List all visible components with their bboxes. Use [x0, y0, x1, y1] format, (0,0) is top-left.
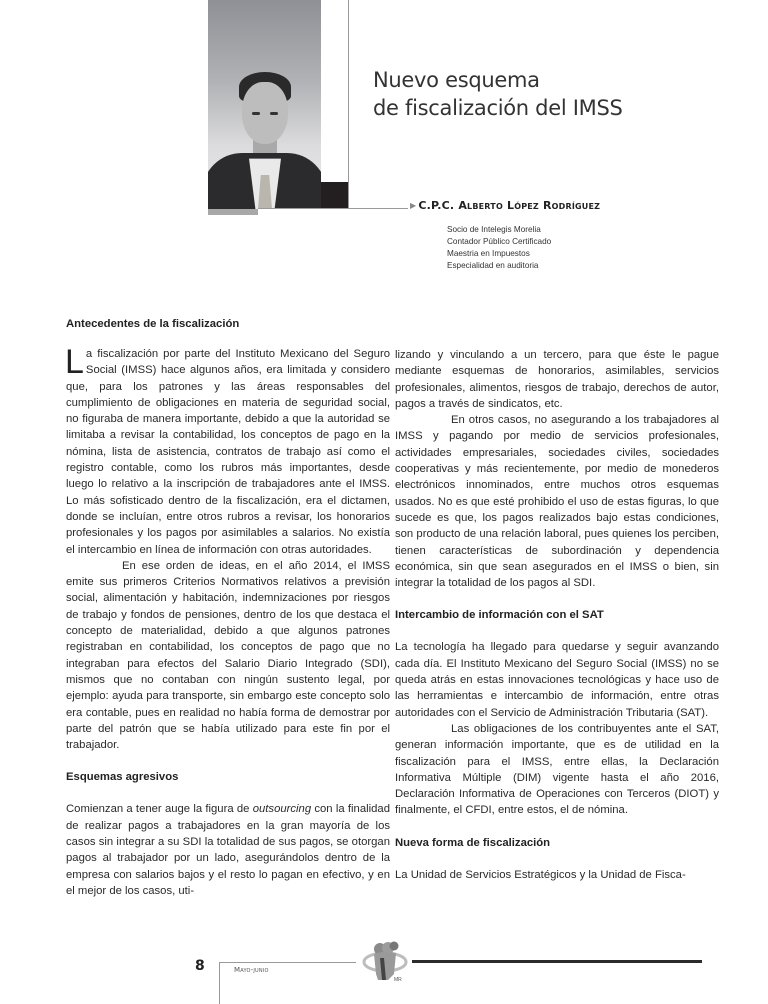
- author-prefix: C.P.C.: [418, 199, 455, 212]
- author-credentials: [447, 224, 551, 272]
- section-heading-esquemas: Esquemas agresivos: [66, 771, 179, 784]
- credential-line: Maestria en Impuestos: [447, 249, 530, 258]
- article-title: [373, 66, 623, 122]
- photo-eye: [252, 112, 260, 115]
- logo-mark-label: MR: [394, 977, 402, 983]
- credential-line: Socio de Intelegis Morelia: [447, 225, 541, 234]
- paragraph: Las obligaciones de los contribuyentes ante el SAT, generan información importante, que es de utilidad en la fiscalización para el IMSS, entre ellas, la Declaración Informativa Múltiple (DIM) vigente hasta el año 2016, Declaración Informativa de Operaciones con Terceros (DIOT) y finalmente, el CFDI, entre estos, el de nómina.: [395, 722, 719, 817]
- paragraph: [65, 343, 390, 558]
- right-column: [395, 347, 719, 883]
- paragraph: En otros casos, no asegurando a los trabajadores al IMSS y pagando por medio de servicios profesionales, actividades empresariales, sociedades civiles, sociedades cooperativas y más recientemente, por medio de monederos electrónicos innominados, entre muchos otros esquemas usados. No es que esté prohibido el uso de estas figuras, lo que sucede es que, los pagos realizados bajo estas condiciones, son producto de una relación laboral, pues quienes los perciben, tienen características de subordinación y dependencia económica, sin que sean asegurados en el IMSS o bien, sin integrar la totalidad de los pagos al SDI.: [395, 414, 719, 590]
- photo-accent-bar: [208, 209, 258, 215]
- credential-line: Contador Público Certificado: [447, 237, 552, 246]
- paragraph-text: a fiscalización por parte del Instituto Mexicano del Seguro Social (IMSS) hace algunos años, era limitada y considero que, para los patrones y las áreas responsables del cumplimiento de obligaciones en materia de seguridad social, no figuraba de manera importante, debido a que la autoridad se limitaba a revisar la contabilidad, los conceptos de pago en la nómina, lista de asistencia, contratos de trabajo así como el registro contable, como los rubros más importantes, desde luego lo relativo a la inscripción de trabajadores ante el IMSS. Lo más sofisticado dentro de la fiscalización, era el dictamen, donde se incluían, entre otros rubros a revisar, los honorarios profesionales y los pagos por asimilables a salarios. No existía el intercambio en línea de información con otras autoridades.: [66, 348, 390, 556]
- title-line-2: de fiscalización del IMSS: [373, 96, 623, 120]
- paragraph-text: con la finalidad de realizar pagos a trabajadores en la gran mayoría de los casos sin integrar a su SDI la totalidad de sus pagos, se otorgan pagos al trabajador por un lado, asegurándolos dentro de la empresa con salarios bajos y el resto lo pagan en efectivo, y en el mejor de los casos, uti-: [66, 803, 390, 897]
- photo-eye: [270, 112, 278, 115]
- paragraph: La Unidad de Servicios Estratégicos y la Unidad de Fisca-: [395, 868, 686, 881]
- header-horizontal-rule: [258, 208, 408, 209]
- paragraph: [66, 801, 390, 899]
- footer-vertical-rule: [219, 962, 220, 1004]
- people-group-logo-icon: [360, 940, 410, 985]
- section-heading-antecedentes: Antecedentes de la fiscalización: [66, 318, 240, 330]
- drop-cap: L: [65, 343, 84, 381]
- footer-rule-right: [412, 960, 702, 963]
- paragraph-text: Comienzan a tener auge la figura de: [66, 803, 253, 816]
- issue-label: Mayo-junio: [234, 966, 269, 974]
- footer-rule-left: [219, 962, 356, 963]
- header-vertical-rule: [348, 0, 349, 209]
- photo-face: [242, 82, 288, 144]
- triangle-right-icon: ▶: [410, 201, 417, 210]
- credential-line: Especialidad en auditoria: [447, 261, 539, 270]
- italic-term: outsourcing: [252, 803, 312, 816]
- page-number: 8: [195, 958, 205, 974]
- section-heading-nueva-forma: Nueva forma de fiscalización: [395, 836, 551, 849]
- left-column: [66, 316, 390, 899]
- author-name: Alberto López Rodríguez: [458, 199, 601, 212]
- section-heading-intercambio: Intercambio de información con el SAT: [395, 609, 604, 622]
- author-photo: [208, 0, 321, 209]
- paragraph: La tecnología ha llegado para quedarse y seguir avanzando cada día. El Instituto Mexicano del Seguro Social (IMSS) no se queda atrás en estas innovaciones tecnológicas y hace uso de las herramientas e intercambio de información, entre otras autoridades con el Servicio de Administración Tributaria (SAT).: [395, 641, 719, 719]
- paragraph: lizando y vinculando a un tercero, para que éste le pague mediante esquemas de honorarios, asimilables, servicios profesionales, alimentos, riesgos de trabajo, derechos de autor, pagos a través de sindicatos, etc.: [395, 349, 719, 410]
- decorative-dark-block: [321, 182, 348, 209]
- paragraph: En ese orden de ideas, en el año 2014, el IMSS emite sus primeros Criterios Normativos relativos a previsión social, alimentación y habitación, indemnizaciones por riesgos de trabajo y fondos de pensiones, dentro de los que destaca el concepto de materialidad, debido a que algunos patrones registraban en contabilidad, los conceptos de pago que no integraban para efectos del Salario Diario Integrado (SDI), mismos que no contaban con ningún sustento legal, por ejemplo: ayuda para transporte, sin embargo este concepto solo era contable, pues en realidad no había forma de demostrar por parte del patrón que se había utilizado para este fin por el trabajador.: [66, 559, 390, 752]
- author-byline: [410, 199, 600, 212]
- title-line-1: Nuevo esquema: [373, 68, 540, 92]
- logo-head: [390, 942, 399, 951]
